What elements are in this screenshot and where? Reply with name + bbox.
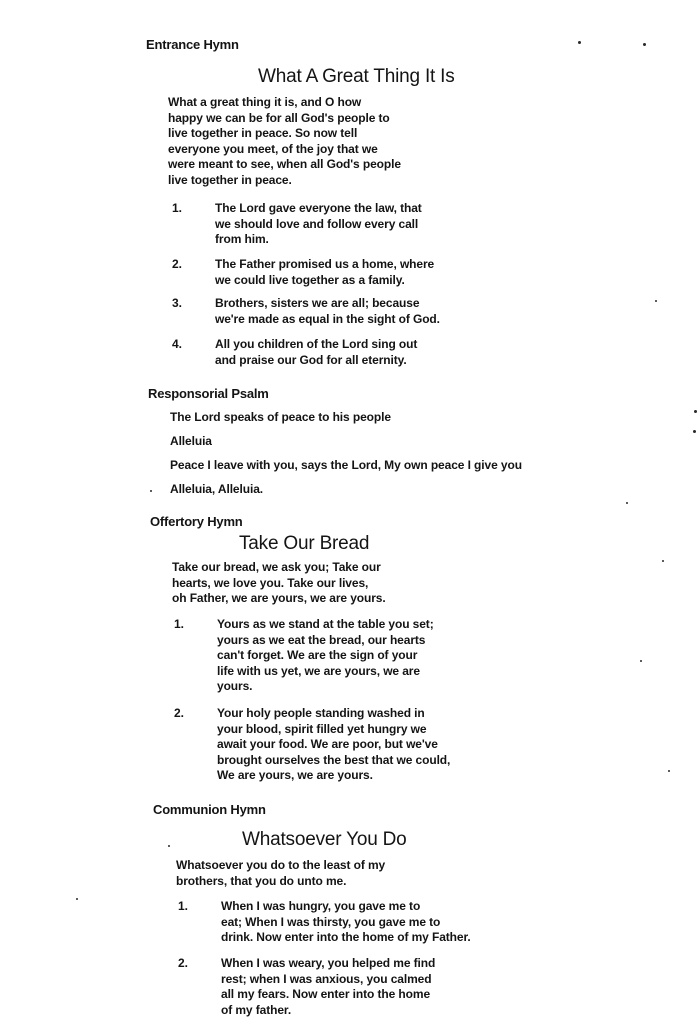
scan-speck	[693, 430, 696, 433]
verse-line: When I was weary, you helped me find	[221, 956, 436, 970]
verse-text	[221, 899, 471, 946]
entrance-hymn-label: Entrance Hymn	[146, 37, 239, 52]
scan-speck	[668, 770, 670, 772]
psalm-line: Peace I leave with you, says the Lord, My own peace I give you	[170, 458, 522, 472]
verse-line: yours as we eat the bread, our hearts	[217, 632, 426, 647]
verse-line: we're made as equal in the sight of God.	[215, 311, 440, 326]
communion-hymn-intro	[176, 858, 385, 889]
verse-text	[215, 201, 422, 248]
intro-line: hearts, we love you. Take our lives,	[172, 575, 369, 590]
communion-hymn-label: Communion Hymn	[153, 802, 266, 817]
intro-line: brothers, that you do unto me.	[176, 873, 347, 888]
offertory-hymn-label: Offertory Hymn	[150, 514, 243, 529]
verse-line: The Lord gave everyone the law, that	[215, 201, 422, 215]
scan-speck	[694, 410, 697, 413]
verse-line: yours.	[217, 679, 253, 694]
verse-text	[215, 337, 417, 368]
verse-line: all my fears. Now enter into the home	[221, 987, 431, 1002]
verse-line: your blood, spirit filled yet hungry we	[217, 721, 427, 736]
verse-text	[221, 956, 435, 1018]
verse-line: We are yours, we are yours.	[217, 768, 373, 783]
verse-line: eat; When I was thirsty, you gave me to	[221, 914, 441, 929]
verse-line: we could live together as a family.	[215, 272, 405, 287]
verse-line: All you children of the Lord sing out	[215, 337, 418, 351]
verse-line: of my father.	[221, 1002, 292, 1017]
psalm-line: The Lord speaks of peace to his people	[170, 410, 391, 424]
intro-line: everyone you meet, of the joy that we	[168, 141, 378, 156]
verse-line: Brothers, sisters we are all; because	[215, 296, 420, 310]
scan-speck	[662, 560, 664, 562]
scan-speck	[150, 490, 152, 492]
scan-speck	[578, 41, 581, 44]
intro-line: live together in peace.	[168, 172, 292, 187]
verse-line: When I was hungry, you gave me to	[221, 899, 421, 913]
intro-line: Whatsoever you do to the least of my	[176, 858, 386, 872]
verse-number: 2.	[174, 706, 185, 720]
verse-line: and praise our God for all eternity.	[215, 352, 407, 367]
scan-speck	[640, 660, 642, 662]
intro-line: live together in peace. So now tell	[168, 126, 358, 141]
verse-line: we should love and follow every call	[215, 216, 419, 231]
verse-text	[215, 257, 434, 288]
psalm-line: Alleluia	[170, 434, 212, 448]
scan-speck	[643, 43, 646, 46]
scan-speck	[76, 898, 78, 900]
verse-number: 4.	[172, 337, 183, 351]
verse-number: 1.	[174, 617, 185, 631]
verse-text	[217, 617, 434, 695]
entrance-hymn-title: What A Great Thing It Is	[258, 66, 455, 87]
verse-text	[215, 296, 440, 327]
verse-line: life with us yet, we are yours, we are	[217, 663, 420, 678]
verse-line: Yours as we stand at the table you set;	[217, 617, 434, 631]
scan-speck	[626, 502, 628, 504]
verse-line: drink. Now enter into the home of my Father.	[221, 930, 471, 945]
verse-number: 3.	[172, 296, 183, 310]
verse-text	[217, 706, 450, 784]
verse-line: can't forget. We are the sign of your	[217, 648, 418, 663]
intro-line: Take our bread, we ask you; Take our	[172, 560, 381, 574]
intro-line: were meant to see, when all God's people	[168, 157, 401, 172]
verse-number: 2.	[172, 257, 183, 271]
offertory-hymn-intro	[172, 560, 386, 607]
scan-speck	[655, 300, 657, 302]
entrance-hymn-intro	[168, 95, 401, 189]
verse-line: brought ourselves the best that we could,	[217, 752, 451, 767]
verse-line: Your holy people standing washed in	[217, 706, 425, 720]
responsorial-psalm-label: Responsorial Psalm	[148, 386, 269, 401]
verse-number: 1.	[172, 201, 183, 215]
intro-line: happy we can be for all God's people to	[168, 110, 390, 125]
verse-line: rest; when I was anxious, you calmed	[221, 971, 432, 986]
psalm-line: Alleluia, Alleluia.	[170, 482, 264, 496]
verse-line: from him.	[215, 232, 269, 247]
verse-number: 2.	[178, 956, 189, 970]
verse-number: 1.	[178, 899, 189, 913]
verse-line: The Father promised us a home, where	[215, 257, 435, 271]
scan-speck	[168, 845, 170, 847]
intro-line: oh Father, we are yours, we are yours.	[172, 591, 386, 606]
verse-line: await your food. We are poor, but we've	[217, 737, 438, 752]
intro-line: What a great thing it is, and O how	[168, 95, 362, 109]
communion-hymn-title: Whatsoever You Do	[242, 829, 407, 850]
offertory-hymn-title: Take Our Bread	[239, 533, 370, 554]
